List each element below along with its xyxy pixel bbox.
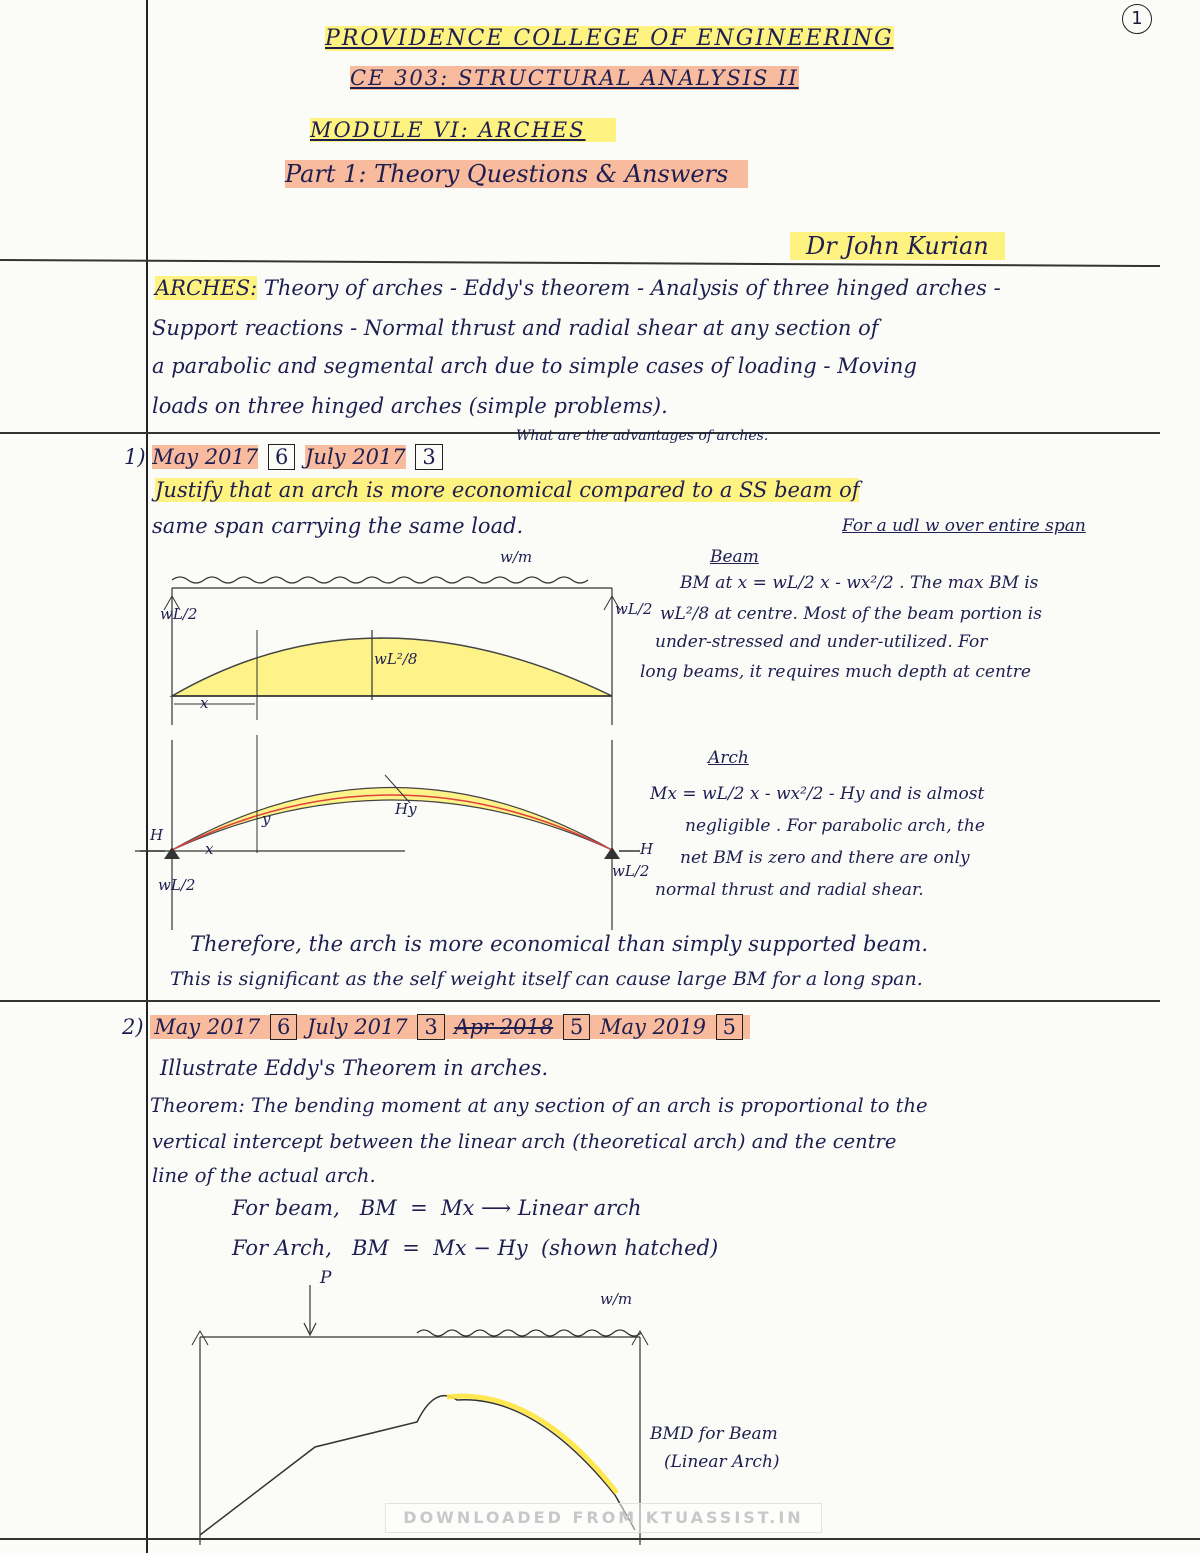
q1-line-2: same span carrying the same load. [152,514,524,538]
arch-reaction-right: wL/2 [612,862,650,880]
q1-marks-1: 6 [268,444,295,470]
q1-exam-2: July 2017 [305,445,406,469]
syllabus-label: ARCHES: [155,276,258,300]
q2-bmd-label-2: (Linear Arch) [664,1452,780,1472]
q2-arch-bm: For Arch, BM = Mx − Hy (shown hatched) [232,1236,719,1260]
q2-marks-4: 5 [716,1014,743,1040]
arch-h-left: H [150,826,164,844]
arch-x-label: x [205,840,214,858]
arch-line-1: Mx = wL/2 x - wx²/2 - Hy and is almost [650,784,985,804]
beam-line-4: long beams, it requires much depth at centre [640,662,1031,682]
q2-exam-3: Apr 2018 [454,1015,554,1039]
beam-bmd-diagram [150,560,630,730]
q2-bmd-label-1: BMD for Beam [650,1424,778,1444]
author-name: Dr John Kurian [790,232,1005,260]
divider [0,259,1160,267]
module-title: MODULE VI: ARCHES [310,118,616,142]
q2-theorem-3: line of the actual arch. [152,1164,376,1187]
arch-line-3: net BM is zero and there are only [680,848,970,868]
q1-conclusion-1: Therefore, the arch is more economical than simply supported beam. [190,932,929,956]
q1-exam-line [124,444,446,470]
q2-beam-bm: For beam, BM = Mx ⟶ Linear arch [232,1196,642,1220]
arch-h-right: H [640,840,654,858]
q2-line-1: Illustrate Eddy's Theorem in arches. [160,1056,549,1080]
divider [0,1000,1160,1002]
syllabus-line-4: loads on three hinged arches (simple problems). [152,394,668,418]
q2-marks-3: 5 [563,1014,590,1040]
beam-x-label: x [200,694,209,712]
q2-theorem-2: vertical intercept between the linear arch (theoretical arch) and the centre [152,1130,897,1153]
q2-marks-2: 3 [417,1014,444,1040]
beam-reaction-right: wL/2 [615,600,653,618]
syllabus-line-2: Support reactions - Normal thrust and radial shear at any section of [152,316,879,340]
beam-moment-label: wL²/8 [374,650,418,668]
q2-exam-2: July 2017 [307,1015,408,1039]
q1-number: 1) [124,445,146,469]
beam-line-2: wL²/8 at centre. Most of the beam portion is [660,604,1042,624]
beam-line-1: BM at x = wL/2 x - wx²/2 . The max BM is [680,573,1039,593]
arch-line-2: negligible . For parabolic arch, the [685,816,985,836]
page-number: 1 [1122,4,1152,34]
q1-note: For a udl w over entire span [842,516,1086,536]
q1-exam-1: May 2017 [152,445,259,469]
syllabus-text-1: Theory of arches - Eddy's theorem - Analysis of three hinged arches - [263,276,1001,300]
arch-hy-label: Hy [395,800,417,818]
beam-heading: Beam [710,547,759,567]
q1-marks-2: 3 [415,444,442,470]
q2-exam-line [122,1014,750,1040]
course-title: CE 303: STRUCTURAL ANALYSIS II [350,66,799,90]
q1-conclusion-2: This is significant as the self weight itself can cause large BM for a long span. [170,968,923,990]
college-title: PROVIDENCE COLLEGE OF ENGINEERING [325,26,894,51]
arch-diagram [135,735,635,935]
q2-exam-4: May 2019 [599,1015,706,1039]
q1-line-1: Justify that an arch is more economical compared to a SS beam of [155,478,860,502]
q2-load-w: w/m [600,1290,633,1308]
q2-marks-1: 6 [270,1014,297,1040]
syllabus-line-1 [155,276,1001,300]
beam-load-label: w/m [500,548,533,566]
beam-reaction-left: wL/2 [160,605,198,623]
part-title: Part 1: Theory Questions & Answers [285,160,748,188]
arch-reaction-left: wL/2 [158,876,196,894]
divider [0,1538,1200,1540]
beam-line-3: under-stressed and under-utilized. For [655,632,988,652]
q2-exam-group [150,1015,750,1039]
watermark: DOWNLOADED FROM KTUASSIST.IN [385,1503,822,1533]
arch-y-label: y [262,810,271,828]
q2-load-p: P [320,1268,332,1288]
q2-theorem-1: Theorem: The bending moment at any section of an arch is proportional to the [150,1094,928,1117]
q1-alt-question: What are the advantages of arches. [516,428,769,444]
syllabus-line-3: a parabolic and segmental arch due to simple cases of loading - Moving [152,354,917,378]
q2-number: 2) [122,1015,144,1039]
arch-line-4: normal thrust and radial shear. [655,880,924,900]
arch-heading: Arch [708,748,749,768]
q2-exam-1: May 2017 [154,1015,261,1039]
